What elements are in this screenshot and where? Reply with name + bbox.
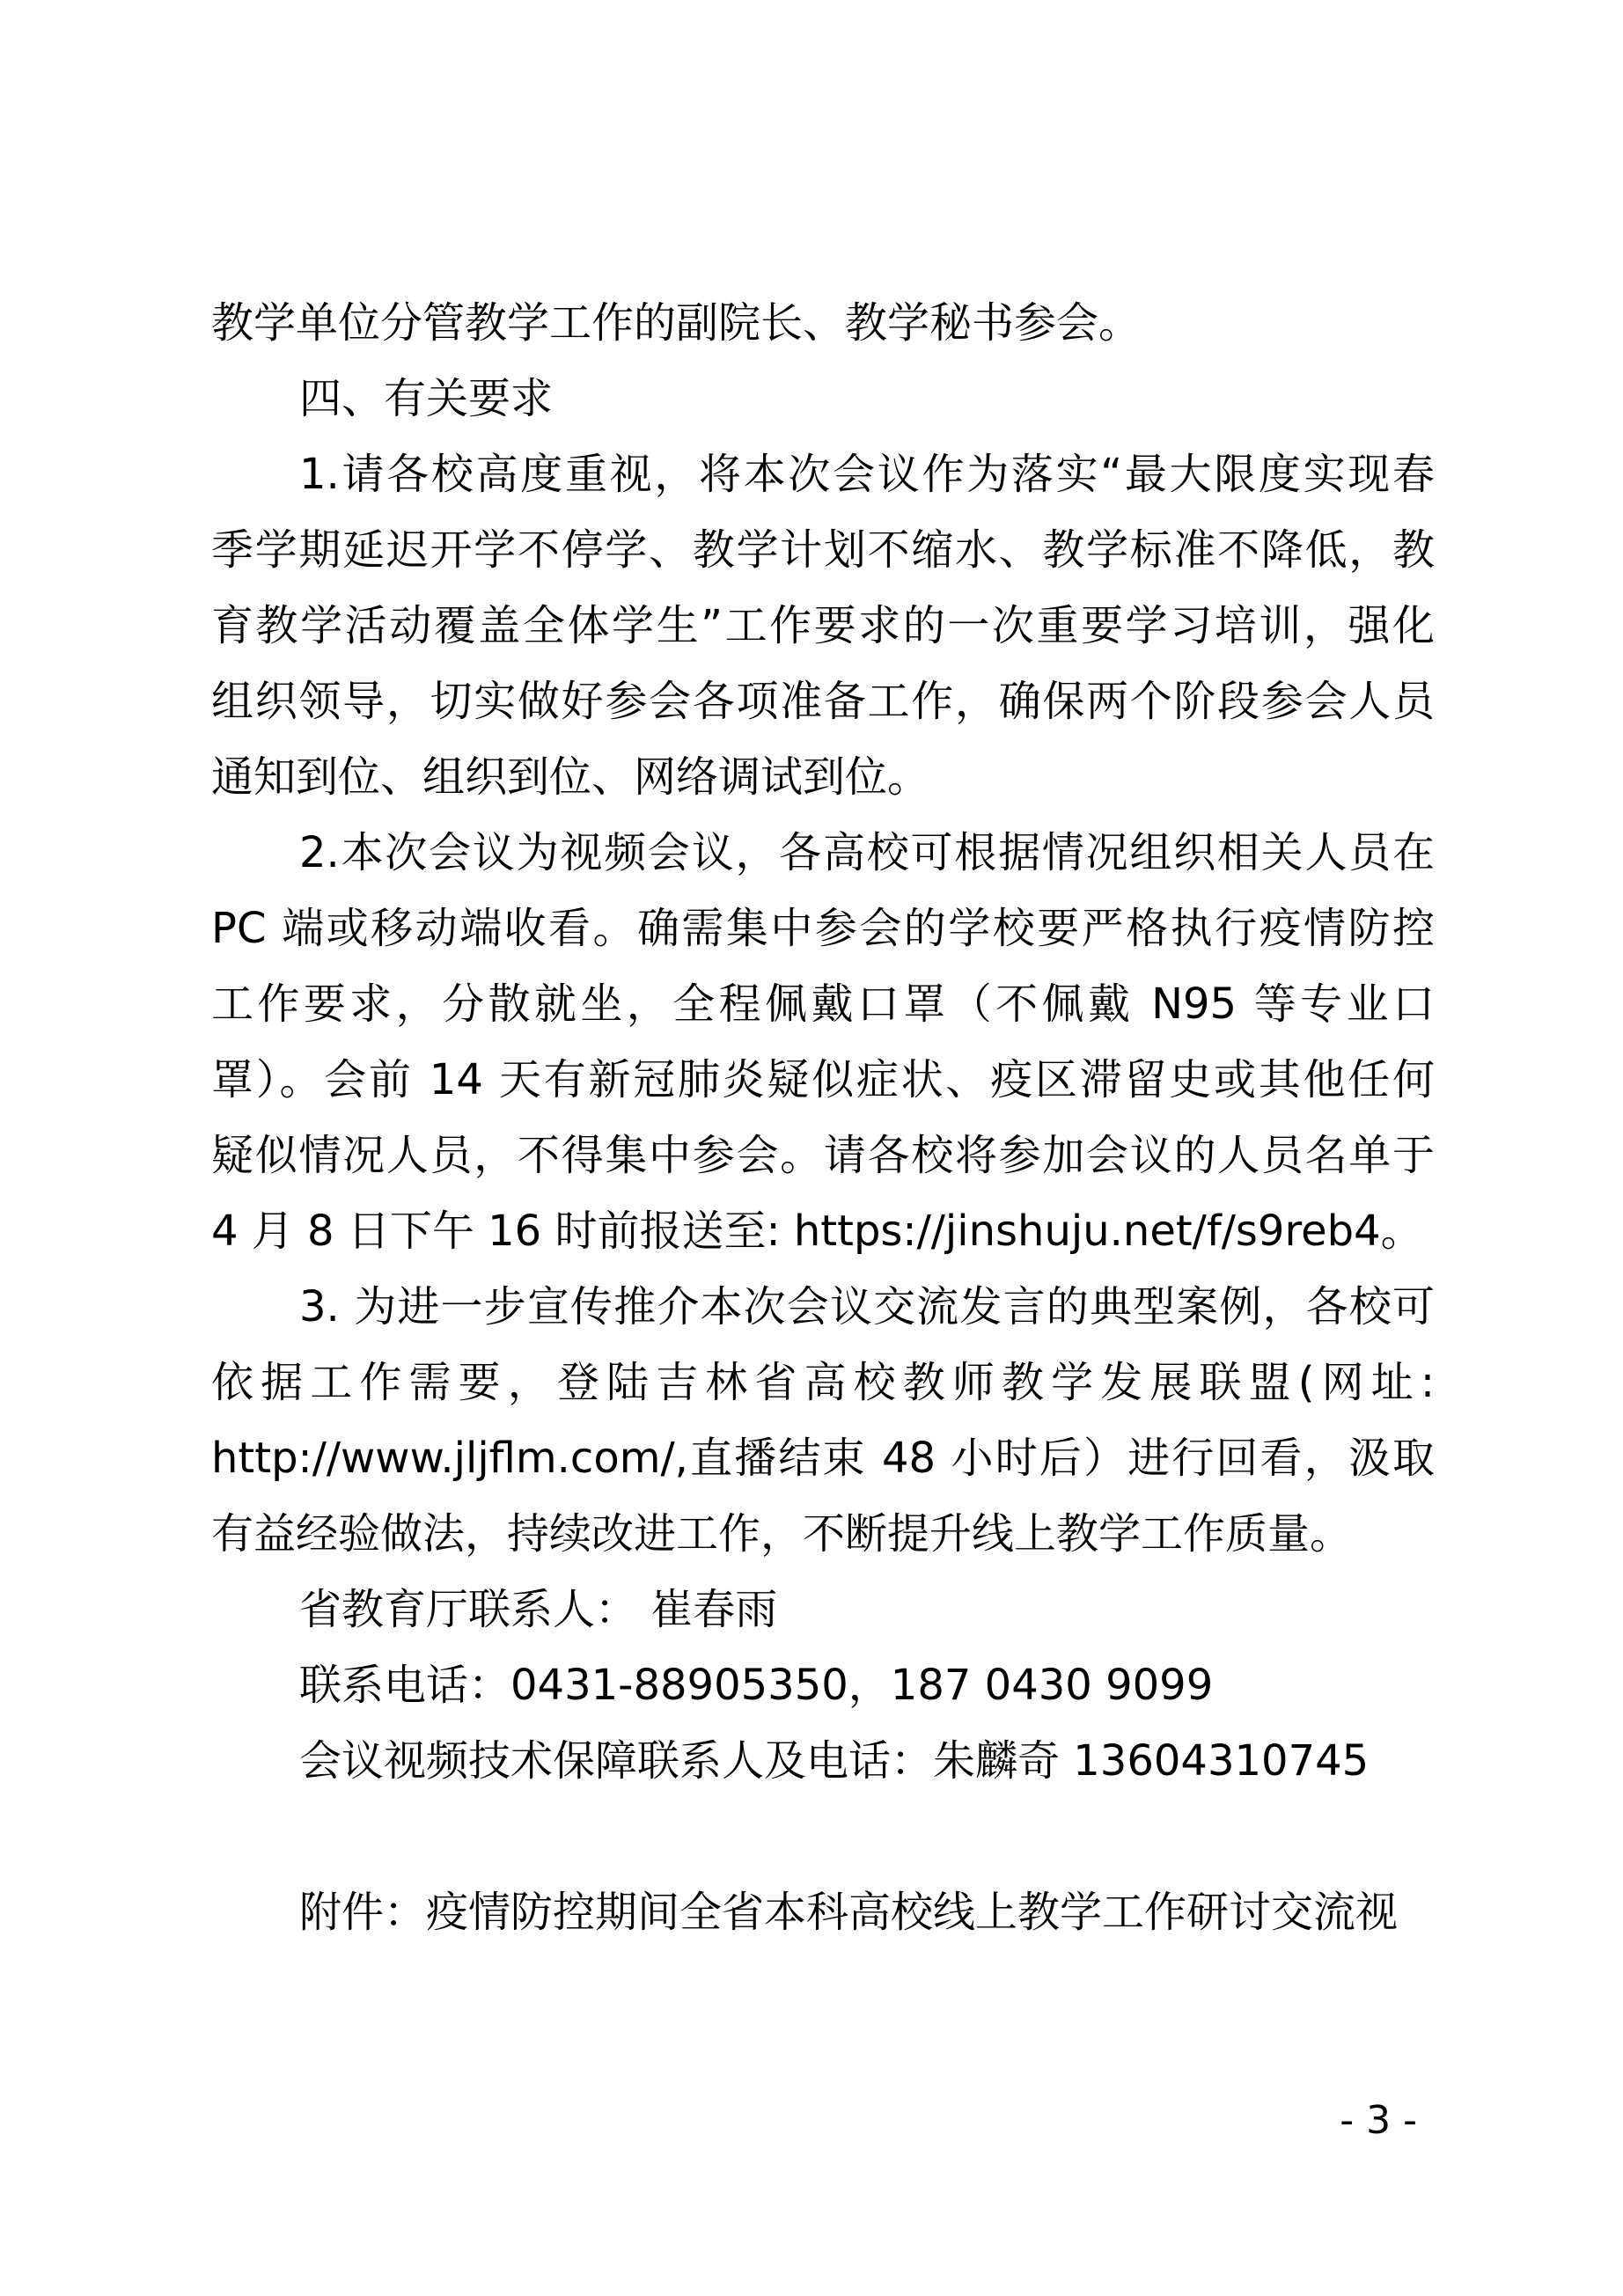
paragraph-line: 教学单位分管教学工作的副院长、教学秘书参会。 (211, 298, 1142, 348)
paragraph-line: 工作要求，分散就坐，全程佩戴口罩（不佩戴 N95 等专业口 (211, 979, 1435, 1029)
contact-person: 省教育厅联系人： 崔春雨 (299, 1585, 778, 1634)
paragraph-line: PC 端或移动端收看。确需集中参会的学校要严格执行疫情防控 (211, 904, 1435, 953)
tech-support-contact: 会议视频技术保障联系人及电话：朱麟奇 13604310745 (299, 1736, 1370, 1786)
paragraph-line: 4 月 8 日下午 16 时前报送至: https://jinshuju.net/f/s9reb4。 (211, 1207, 1423, 1256)
paragraph-line: 组织领导，切实做好参会各项准备工作，确保两个阶段参会人员 (211, 677, 1435, 726)
paragraph-line: 季学期延迟开学不停学、教学计划不缩水、教学标准不降低，教 (211, 525, 1435, 575)
page-number: - 3 - (1340, 2098, 1417, 2143)
section-heading: 四、有关要求 (299, 374, 554, 423)
paragraph-line: 疑似情况人员，不得集中参会。请各校将参加会议的人员名单于 (211, 1131, 1435, 1180)
paragraph-line: 有益经验做法，持续改进工作，不断提升线上教学工作质量。 (211, 1509, 1353, 1559)
paragraph-line: 罩）。会前 14 天有新冠肺炎疑似症状、疫区滞留史或其他任何 (211, 1055, 1435, 1104)
paragraph-line: http://www.jljflm.com/,直播结束 48 小时后）进行回看，汲取 (211, 1434, 1435, 1483)
paragraph-line: 通知到位、组织到位、网络调试到位。 (211, 752, 930, 802)
paragraph-line: 依据工作需要，登陆吉林省高校教师教学发展联盟(网址: (211, 1358, 1435, 1407)
contact-phone: 联系电话：0431-88905350，187 0430 9099 (299, 1661, 1214, 1710)
attachment-line: 附件：疫情防控期间全省本科高校线上教学工作研讨交流视 (299, 1888, 1399, 1937)
paragraph-line: 1.请各校高度重视，将本次会议作为落实“最大限度实现春 (299, 450, 1435, 499)
paragraph-line: 育教学活动覆盖全体学生”工作要求的一次重要学习培训，强化 (211, 601, 1435, 650)
paragraph-line: 2.本次会议为视频会议，各高校可根据情况组织相关人员在 (299, 828, 1435, 877)
paragraph-line: 3. 为进一步宣传推介本次会议交流发言的典型案例，各校可 (299, 1282, 1435, 1331)
